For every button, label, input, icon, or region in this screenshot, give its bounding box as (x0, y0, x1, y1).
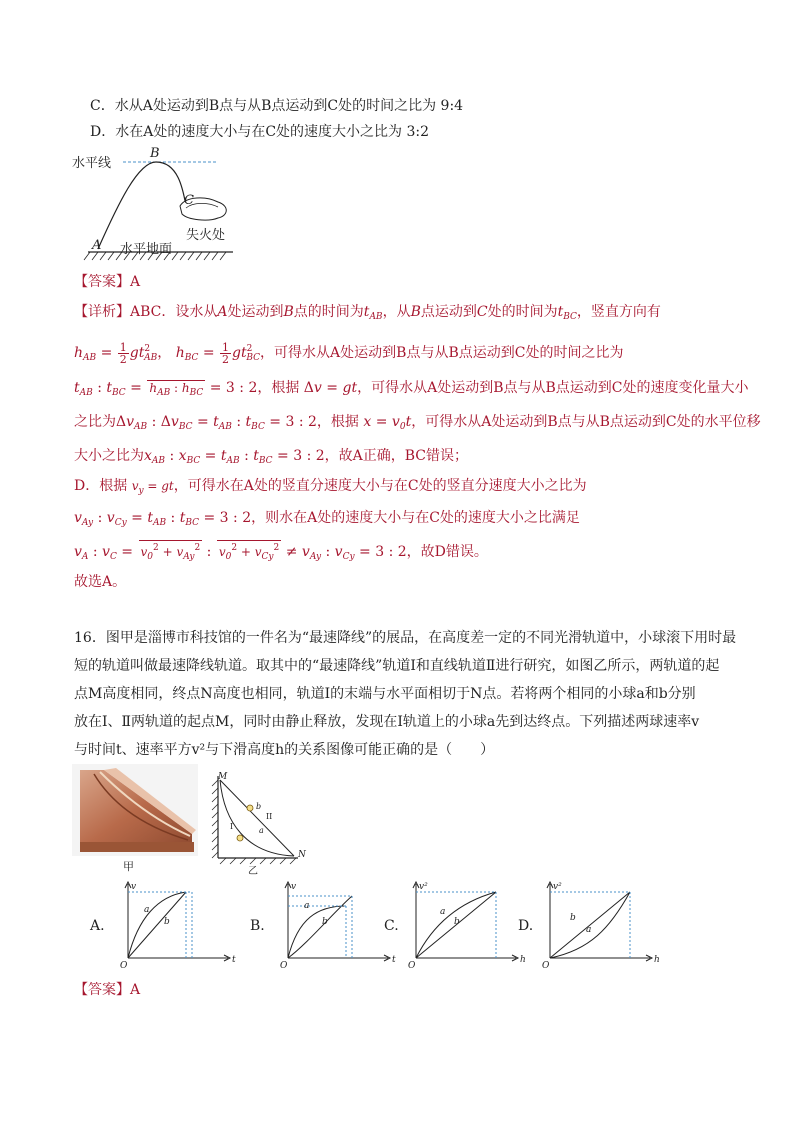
answer-label: 【答案】 (74, 982, 130, 998)
detail-text: ，可得水从A处运动到B点与从B点运动到C处的时间之比为 (260, 345, 624, 361)
curve-b-label: b (164, 917, 170, 927)
answer-value: A (130, 982, 141, 998)
detail-text: 大小之比为 (74, 448, 144, 464)
graph-plot (120, 880, 240, 970)
origin-label: O (408, 961, 416, 970)
curve-a-label: a (144, 905, 150, 915)
detail-line-4: 之比为$\Delta v_{AB}$ : $\Delta v_{BC} = t_{AB}$ : $t_{BC} = 3$ : 2，根据 $x = v_0t$，可得水从A处运动到B点与从B点运动到C处的水平位移 (74, 414, 761, 432)
detail-text: 处运动到 (227, 304, 284, 320)
y-axis-label: v² (419, 882, 428, 892)
answer-label: 【答案】 (74, 274, 130, 290)
q16-line-1: 16．图甲是淄博市科技馆的一件名为“最速降线”的展品，在高度差一定的不同光滑轨道中，小球滚下用时最 (74, 630, 737, 646)
origin-label: O (120, 961, 128, 970)
label-track-II: II (266, 812, 273, 821)
q16-line-3: 点M高度相同，终点N高度也相同，轨道Ⅰ的末端与水平面相切于N点。若将两个相同的小球a和b分别 (74, 686, 696, 702)
detail-text: ，可得水从A处运动到B点与从B点运动到C处的速度变化量大小 (357, 380, 749, 396)
origin-label: O (280, 961, 288, 970)
q16-line-2: 短的轨道叫做最速降线轨道。取其中的“最速降线”轨道Ⅰ和直线轨道Ⅱ进行研究，如图乙所示，两轨道的起 (74, 658, 720, 674)
detail-line-3: $t_{AB}$ : $t_{BC} = h_{AB}$ : $h_{BC} = 3$ : 2，根据 Δv = gt，可得水从A处运动到B点与从B点运动到C处的速度变化量大小 (74, 380, 749, 398)
answer-value: A (130, 274, 141, 290)
detail-text: ，可得水在A处的竖直分速度大小与在C处的竖直分速度大小之比为 (173, 478, 587, 494)
curve-b (288, 896, 352, 958)
exhibit-photo (72, 764, 198, 856)
detail-text: ABC．设水从 (130, 304, 218, 320)
option-letter: B. (250, 918, 265, 934)
detail-text: D．根据 (74, 478, 128, 494)
detail-text: 之比为 (74, 414, 116, 430)
label-ball-a: a (259, 826, 264, 835)
tracks-figure (206, 772, 310, 868)
detail-line-8: $v_A$ : $v_C = v_0^2 + v_{Ay}^2$ : $v_0^2 + v_{Cy}^2 \ne v_{Ay}$ : $v_{Cy} = 3$ : 2，故D错误。 (74, 540, 488, 567)
detail-line-6: D．根据 $v_y$ = gt，可得水在A处的竖直分速度大小与在C处的竖直分速度大小之比为 (74, 478, 587, 496)
label-jia: 甲 (123, 860, 134, 873)
curve-a-label: a (304, 901, 310, 911)
detail-text: 处的时间为 (487, 304, 558, 320)
x-axis-label: t (392, 955, 396, 965)
detail-text: ，从 (382, 304, 411, 320)
graph-plot (542, 880, 662, 970)
label-ground: 水平地面 (120, 242, 173, 257)
detail-line-2: $h_{AB}$ = $\frac{1}{2}$ $gt^2_{AB}$， $h_{BC}$ = $\frac{1}{2}$ $gt^2_{BC}$，可得水从A处运动到B点与从B点运动到C处的时间之比为 (74, 340, 624, 366)
curve-b-label: b (570, 913, 576, 923)
label-N: N (298, 850, 306, 860)
detail-line-5: 大小之比为$x_{AB}$ : $x_{BC} = t_{AB}$ : $t_{BC} = 3$ : 2，故A正确，BC错误； (74, 448, 469, 466)
label-ball-b: b (256, 802, 262, 811)
label-fire: 失火处 (186, 228, 226, 243)
q16-line-5: 与时间t、速率平方v²与下滑高度h的关系图像可能正确的是（ ） (74, 742, 495, 758)
x-axis-label: h (654, 955, 660, 965)
label-yi: 乙 (248, 866, 258, 877)
x-axis-label: h (520, 955, 526, 965)
graph-plot (408, 880, 528, 970)
detail-text: = 3 : 2，根据 (269, 414, 359, 430)
curve-b-label: b (322, 917, 328, 927)
detail-text: 点的时间为 (293, 304, 364, 320)
option-d: D．水在A处的速度大小与在C处的速度大小之比为 3:2 (90, 124, 430, 140)
detail-line-1: 【详析】ABC．设水从A处运动到B点的时间为$t_{AB}$，从B点运动到C处的时间为$t_{BC}$，竖直方向有 (74, 304, 661, 322)
label-a: A (92, 238, 102, 253)
option-letter: A. (90, 918, 105, 934)
detail-text: = 3 : 2，根据 (209, 380, 300, 396)
answer-16 (74, 980, 140, 1000)
y-axis-label: v (131, 882, 137, 892)
answer-15 (74, 272, 140, 292)
label-c: C (184, 193, 194, 208)
option-c: C．水从A处运动到B点与从B点运动到C处的时间之比为 9:4 (90, 98, 464, 114)
label-track-I: I (230, 822, 234, 831)
label-horizontal-line: 水平线 (72, 156, 112, 171)
label-b: B (150, 146, 160, 161)
x-axis-label: t (232, 955, 236, 965)
curve-b (128, 892, 186, 958)
detail-text: = 3 : 2，故D错误。 (359, 544, 488, 560)
detail-text: = 3 : 2，故A正确，BC错误； (277, 448, 469, 464)
origin-label: O (542, 961, 550, 970)
detail-text: ，竖直方向有 (576, 304, 661, 320)
curve-a-label: a (586, 925, 592, 935)
detail-label: 【详析】 (74, 304, 130, 320)
option-letter: C. (384, 918, 399, 934)
detail-line-7: $v_{Ay}$ : $v_{Cy} = t_{AB}$ : $t_{BC} = 3$ : 2，则水在A处的速度大小与在C处的速度大小之比满足 (74, 510, 580, 528)
graph-plot (280, 880, 400, 970)
detail-line-9: 故选A。 (74, 574, 127, 590)
y-axis-label: v (291, 882, 297, 892)
curve-b-label: b (454, 917, 460, 927)
q16-line-4: 放在Ⅰ、Ⅱ两轨道的起点M，同时由静止释放，发现在Ⅰ轨道上的小球a先到达终点。下列描述两球速率v (74, 714, 700, 730)
option-letter: D. (518, 918, 534, 934)
label-M: M (218, 772, 228, 782)
detail-text: = 3 : 2，则水在A处的速度大小与在C处的速度大小之比满足 (203, 510, 580, 526)
curve-a-label: a (440, 907, 446, 917)
y-axis-label: v² (553, 882, 562, 892)
detail-text: ，可得水从A处运动到B点与从B点运动到C处的水平位移 (411, 414, 761, 430)
detail-text: 点运动到 (420, 304, 477, 320)
